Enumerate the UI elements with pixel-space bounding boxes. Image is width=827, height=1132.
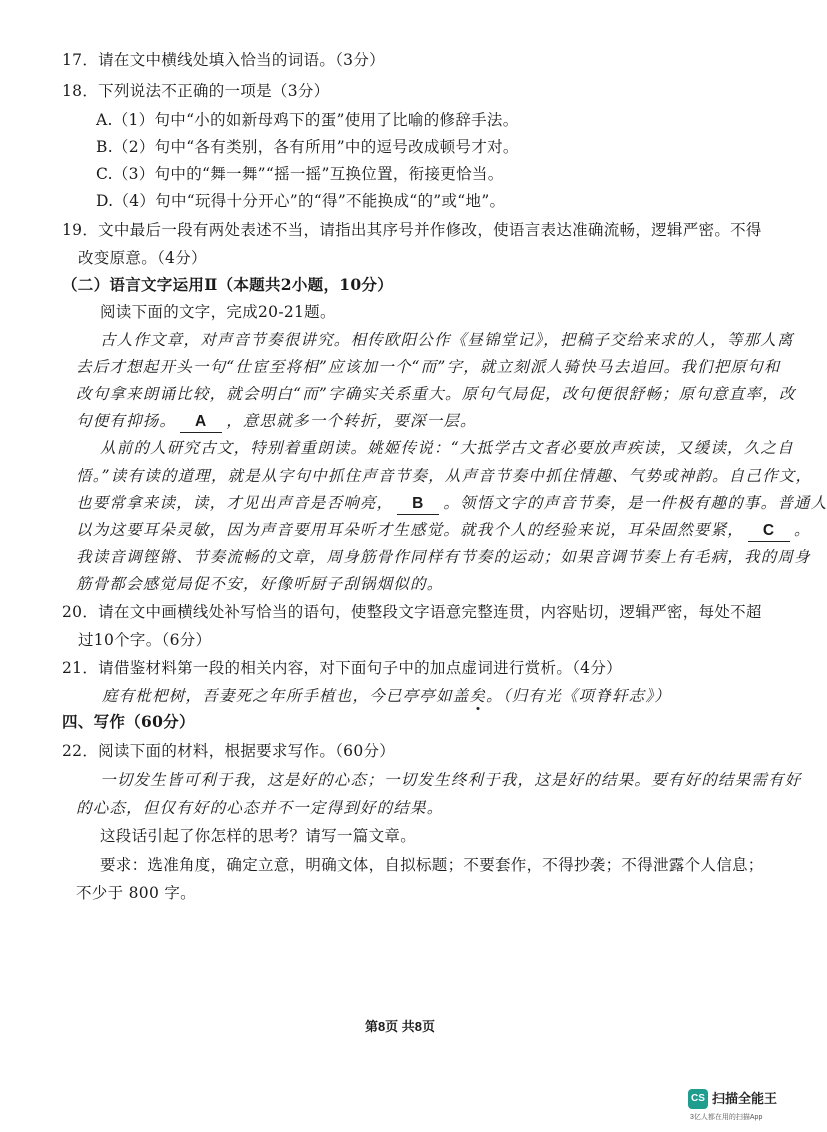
passage-p1-line2: 去后才想起开头一句“仕宦至将相”应该加一个“而”字，就立刻派人骑快马去追回。我们把原句和: [76, 358, 781, 376]
passage-p2-line6: 筋骨都会感觉局促不安，好像听厨子刮锅烟似的。: [76, 575, 444, 593]
blank-b: B: [397, 494, 439, 515]
quote-start: 庭有枇杷树，吾妻死之年所手植也，今已亭亭如盖: [102, 687, 470, 705]
writing-prompt: 这段话引起了你怎样的思考？请写一篇文章。: [100, 827, 417, 845]
question-20-line1: 20．请在文中画横线处补写恰当的语句，使整段文字语意完整连贯，内容贴切，逻辑严密，每处不超: [62, 603, 762, 621]
blank-c: C: [748, 521, 790, 542]
question-18-option-b: B.（2）句中“各有类别，各有所用”中的逗号改成顿号才对。: [96, 138, 519, 156]
question-18-option-d: D.（4）句中“玩得十分开心”的“得”不能换成“的”或“地”。: [96, 192, 506, 210]
question-19-line2: 改变原意。（4分）: [78, 249, 207, 267]
question-21-stem: 21．请借鉴材料第一段的相关内容，对下面句子中的加点虚词进行赏析。（4分）: [62, 659, 622, 677]
section-4-heading: 四、写作（60分）: [62, 712, 195, 731]
passage-p2-line4-start: 以为这要耳朵灵敏，因为声音要用耳朵听才生感觉。就我个人的经验来说，耳朵固然要紧，: [76, 521, 745, 539]
passage-p2-line1: 从前的人研究古文，特别着重朗读。姚姬传说：“大抵学古文者必要放声疾读，又缓读，久之自: [100, 439, 794, 457]
question-18-stem: 18．下列说法不正确的一项是（3分）: [62, 82, 330, 100]
passage-p2-line3-start: 也要常拿来读，读，才见出声音是否响亮，: [76, 494, 394, 512]
passage-p2-line5: 我读音调铿锵、节奏流畅的文章，周身筋骨作同样有节奏的运动；如果音调节奏上有毛病，我的周身: [76, 548, 811, 566]
passage-p2-line3-end: 。领悟文字的声音节奏，是一件极有趣的事。普通人: [443, 494, 827, 512]
passage-p1-line1: 古人作文章，对声音节奏很讲究。相传欧阳公作《昼锦堂记》，把稿子交给来求的人，等那人离: [100, 331, 794, 349]
section-2-heading: （二）语言文字运用Ⅱ（本题共2小题，10分）: [62, 275, 394, 294]
question-18-option-a: A.（1）句中“小的如新母鸡下的蛋”使用了比喻的修辞手法。: [96, 111, 519, 129]
scanner-logo-icon: CS: [688, 1089, 708, 1109]
question-20-line2: 过10个字。（6分）: [78, 631, 212, 649]
scanner-app-name: 扫描全能王: [712, 1091, 778, 1106]
question-21-quote: [102, 686, 671, 706]
requirements-line2: 不少于 800 字。: [76, 884, 196, 902]
passage-p1-line4: [76, 411, 477, 433]
requirements-line1: 要求：选准角度，确定立意，明确文体，自拟标题；不要套作，不得抄袭；不得泄露个人信息；: [100, 856, 764, 874]
page-number: 第8页 共8页: [364, 1019, 436, 1034]
question-19-line1: 19．文中最后一段有两处表述不当，请指出其序号并作修改，使语言表达准确流畅，逻辑严密。不得: [62, 221, 762, 239]
passage-p2-line4: [76, 520, 811, 542]
question-18-option-c: C.（3）句中的“舞一舞”“摇一摇”互换位置，衔接更恰当。: [96, 165, 504, 183]
passage-p2-line4-end: 。: [794, 521, 811, 539]
passage-p1-line4-start: 句便有抑扬。: [76, 412, 177, 430]
question-17: 17．请在文中横线处填入恰当的词语。（3分）: [62, 51, 385, 69]
blank-a: A: [180, 412, 222, 433]
section-2-intro: 阅读下面的文字，完成20-21题。: [100, 303, 336, 321]
material-line2: 的心态，但仅有好的心态并不一定得到好的结果。: [76, 799, 444, 817]
dotted-function-word: 矣: [469, 687, 487, 705]
material-line1: 一切发生皆可利于我，这是好的心态；一切发生终利于我，这是好的结果。要有好的结果需有好: [100, 771, 802, 789]
passage-p1-line3: 改句拿来朗诵比较，就会明白“而”字确实关系重大。原句气局促，改句便很舒畅；原句意直率，改: [76, 385, 796, 403]
question-22-stem: 22．阅读下面的材料，根据要求写作。（60分）: [62, 742, 396, 760]
quote-end: 。（归有光《项脊轩志》）: [486, 687, 672, 705]
passage-p2-line2: 悟。”读有读的道理，就是从字句中抓住声音节奏，从声音节奏中抓住情趣、气势或神韵。自己作文，: [76, 467, 813, 485]
passage-p2-line3: [76, 493, 827, 515]
scanner-tagline: 3亿人都在用的扫描App: [690, 1114, 763, 1121]
passage-p1-line4-end: ，意思就多一个转折，要深一层。: [226, 412, 477, 430]
